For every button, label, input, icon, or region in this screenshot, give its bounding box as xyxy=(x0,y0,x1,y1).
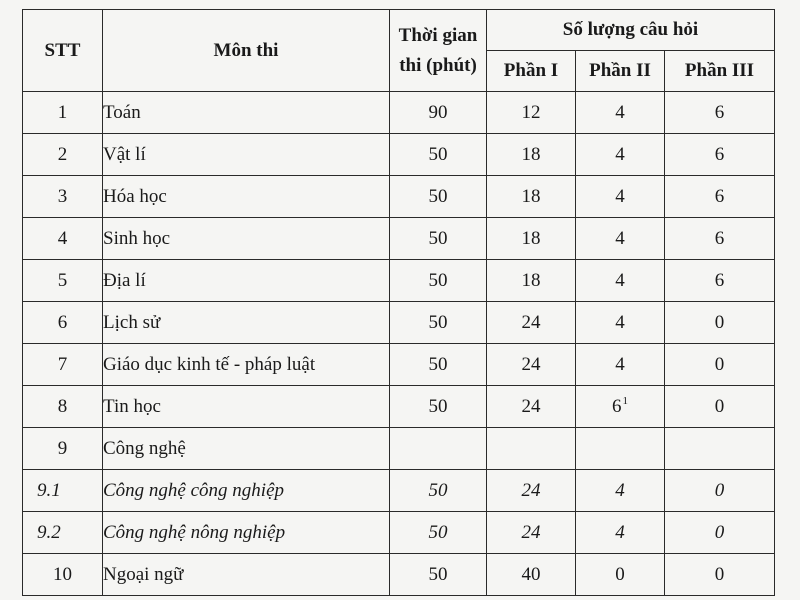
cell-subject: Hóa học xyxy=(103,176,390,218)
cell-subject: Vật lí xyxy=(103,134,390,176)
cell-part3: 0 xyxy=(665,302,775,344)
cell-part2: 4 xyxy=(576,92,665,134)
table-row xyxy=(23,344,775,386)
header-stt: STT xyxy=(23,10,103,92)
cell-subject: Công nghệ nông nghiệp xyxy=(103,512,390,554)
exam-table xyxy=(22,9,775,596)
cell-part1: 24 xyxy=(487,386,576,428)
cell-subject: Lịch sử xyxy=(103,302,390,344)
cell-part2: 0 xyxy=(576,554,665,596)
table-row xyxy=(23,386,775,428)
cell-part3: 0 xyxy=(665,470,775,512)
table-row xyxy=(23,134,775,176)
cell-part2: 4 xyxy=(576,512,665,554)
cell-time xyxy=(390,428,487,470)
cell-part3: 0 xyxy=(665,386,775,428)
cell-stt: 7 xyxy=(23,344,103,386)
cell-subject: Tin học xyxy=(103,386,390,428)
header-part2: Phần II xyxy=(576,51,665,92)
table-row xyxy=(23,302,775,344)
cell-part1: 18 xyxy=(487,134,576,176)
cell-part2: 4 xyxy=(576,134,665,176)
header-part1: Phần I xyxy=(487,51,576,92)
cell-part1: 18 xyxy=(487,176,576,218)
cell-part2: 4 xyxy=(576,218,665,260)
cell-subject: Ngoại ngữ xyxy=(103,554,390,596)
table-row xyxy=(23,512,775,554)
cell-part1: 24 xyxy=(487,512,576,554)
footnote-marker: 1 xyxy=(622,395,628,407)
cell-stt: 9.2 xyxy=(23,512,103,554)
header-time-line2: thi (phút) xyxy=(399,54,477,76)
cell-stt: 10 xyxy=(23,554,103,596)
cell-part3: 0 xyxy=(665,554,775,596)
cell-time: 50 xyxy=(390,554,487,596)
cell-subject: Toán xyxy=(103,92,390,134)
cell-part3: 6 xyxy=(665,92,775,134)
cell-subject: Công nghệ công nghiệp xyxy=(103,470,390,512)
cell-part1: 24 xyxy=(487,302,576,344)
cell-time: 90 xyxy=(390,92,487,134)
cell-subject: Sinh học xyxy=(103,218,390,260)
cell-time: 50 xyxy=(390,512,487,554)
cell-stt: 3 xyxy=(23,176,103,218)
cell-subject: Công nghệ xyxy=(103,428,390,470)
table-row xyxy=(23,470,775,512)
cell-part1: 24 xyxy=(487,470,576,512)
cell-stt: 8 xyxy=(23,386,103,428)
cell-part3: 6 xyxy=(665,134,775,176)
cell-stt: 9 xyxy=(23,428,103,470)
cell-part3 xyxy=(665,428,775,470)
cell-subject: Giáo dục kinh tế - pháp luật xyxy=(103,344,390,386)
table-row xyxy=(23,260,775,302)
table-row xyxy=(23,554,775,596)
cell-part2: 4 xyxy=(576,176,665,218)
cell-stt: 2 xyxy=(23,134,103,176)
cell-part3: 6 xyxy=(665,260,775,302)
cell-part1: 18 xyxy=(487,260,576,302)
cell-part3: 6 xyxy=(665,176,775,218)
header-time-line1: Thời gian xyxy=(398,24,478,46)
cell-part1: 40 xyxy=(487,554,576,596)
cell-part2: 4 xyxy=(576,470,665,512)
header-time xyxy=(390,10,487,92)
cell-part3: 0 xyxy=(665,512,775,554)
cell-time: 50 xyxy=(390,134,487,176)
cell-part2 xyxy=(576,428,665,470)
cell-time: 50 xyxy=(390,218,487,260)
cell-time: 50 xyxy=(390,176,487,218)
cell-part2: 4 xyxy=(576,260,665,302)
cell-time: 50 xyxy=(390,302,487,344)
header-part3: Phần III xyxy=(665,51,775,92)
cell-part1: 24 xyxy=(487,344,576,386)
header-questions-group: Số lượng câu hỏi xyxy=(487,10,775,51)
table-row xyxy=(23,428,775,470)
cell-stt: 9.1 xyxy=(23,470,103,512)
cell-stt: 5 xyxy=(23,260,103,302)
cell-stt: 4 xyxy=(23,218,103,260)
cell-time: 50 xyxy=(390,344,487,386)
cell-part2: 4 xyxy=(576,344,665,386)
cell-part2 xyxy=(576,386,665,428)
table-body xyxy=(23,92,775,596)
cell-part3: 0 xyxy=(665,344,775,386)
cell-time: 50 xyxy=(390,470,487,512)
table-row xyxy=(23,92,775,134)
cell-part1 xyxy=(487,428,576,470)
cell-part2: 4 xyxy=(576,302,665,344)
cell-part3: 6 xyxy=(665,218,775,260)
cell-time: 50 xyxy=(390,260,487,302)
cell-time: 50 xyxy=(390,386,487,428)
cell-part1: 18 xyxy=(487,218,576,260)
table-header xyxy=(23,10,775,92)
cell-stt: 1 xyxy=(23,92,103,134)
cell-part2-value: 6 xyxy=(612,396,622,417)
cell-stt: 6 xyxy=(23,302,103,344)
header-subject: Môn thi xyxy=(103,10,390,92)
cell-part1: 12 xyxy=(487,92,576,134)
cell-subject: Địa lí xyxy=(103,260,390,302)
table-row xyxy=(23,176,775,218)
table-row xyxy=(23,218,775,260)
